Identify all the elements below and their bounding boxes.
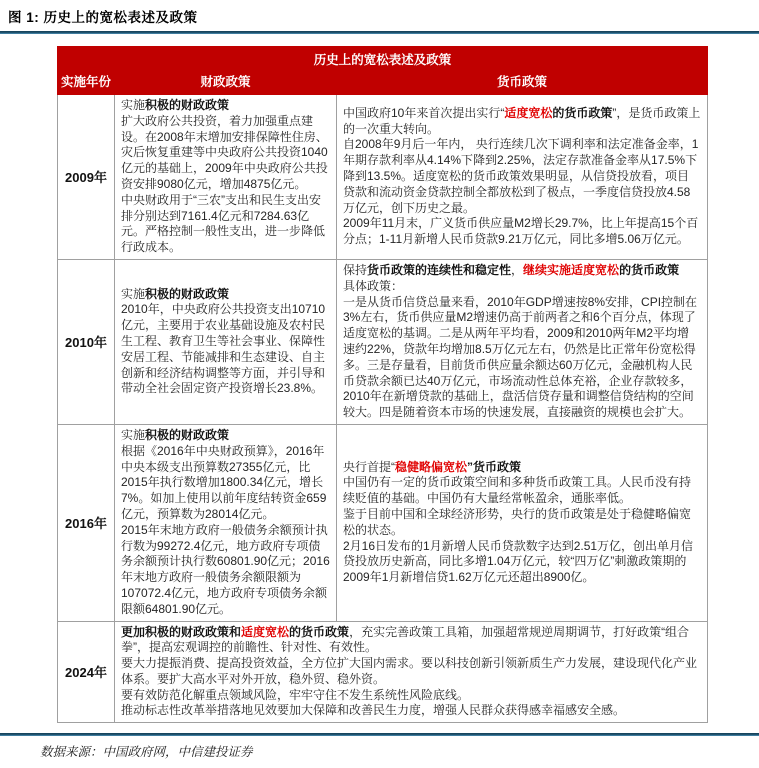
paragraph <box>343 106 701 138</box>
text-run: 中国政府10年来首次提出实行“ <box>343 105 505 120</box>
text-run: ，充实完善政策工具箱，加强超常规逆周期调节，打好政策“组合拳”，提高宏观调控的前瞻性、针对性、有效性。 <box>121 624 690 655</box>
banner-row <box>58 47 708 71</box>
text-run: 保持 <box>343 262 368 277</box>
highlighted-phrase: 继续实施适度宽松 <box>523 262 620 277</box>
text-run: 2010年，中央政府公共投资支出10710亿元，主要用于农业基础设施及农村民生工程、教育卫生等社会事业、保障性安居工程、节能减排和生态建设、自主创新和经济结构调整等方面，并引导和带动全社会固定资产投资增长23.8%。 <box>121 302 326 396</box>
paragraph <box>121 287 330 303</box>
paragraph <box>343 216 701 248</box>
fiscal-policy-cell-2016 <box>115 424 337 621</box>
text-run: 具体政策： <box>343 278 404 293</box>
table-banner: 历史上的宽松表述及政策 <box>58 47 708 71</box>
paragraph <box>121 688 701 704</box>
paragraph <box>121 302 330 397</box>
paragraph <box>343 295 701 421</box>
highlighted-phrase: 适度宽松 <box>504 105 553 120</box>
column-header-year: 实施年份 <box>58 71 115 95</box>
fiscal-policy-cell-2010 <box>115 259 337 424</box>
text-run: 要大力提振消费、提高投资效益，全方位扩大国内需求。要以科技创新引领新质生产力发展，建设现代化产业体系。要扩大高水平对外开放，稳外贸、稳外资。 <box>121 656 698 686</box>
paragraph <box>343 263 701 279</box>
policy-table <box>57 46 708 723</box>
text-run: ， <box>511 262 524 277</box>
text-run: 积极的财政政策 <box>145 427 230 442</box>
paragraph <box>121 703 701 719</box>
text-run: 实施 <box>121 427 146 442</box>
top-rule <box>0 31 759 34</box>
paragraph <box>343 460 701 476</box>
text-run: 要有效防范化解重点领域风险，牢牢守住不发生系统性风险底线。 <box>121 687 470 702</box>
text-run: 实施 <box>121 286 146 301</box>
paragraph <box>121 625 701 657</box>
paragraph <box>343 539 701 586</box>
table-row-2009 <box>58 95 708 260</box>
text-run: 一是从货币信贷总量来看，2010年GDP增速按8%安排，CPI控制在3%左右，货币供应量M2增速仍高于前两者之和6个百分点，体现了适度宽松的基调。二是从两年平均看，2009和2010两年M2平均增速约22%，贷款年均增加8.5万亿元左右，仍然是比正常年份宽松得多。三是存量看，目前货币供应量余额达60万亿元，金融机构人民币贷款余额已达40万亿元，市场流动性总体充裕，企业存款较多，2010年在新增贷款的基础上，盘活信贷存量和调整信贷结构的空间较大。四是随着资本市场的快速发展，直接融资的规模也会扩大。 <box>343 294 698 420</box>
text-run: 的货币政策 <box>552 105 613 120</box>
table-row-2016 <box>58 424 708 621</box>
paragraph <box>343 137 701 216</box>
paragraph <box>121 444 330 523</box>
paragraph <box>121 523 330 618</box>
column-header-row <box>58 71 708 95</box>
text-run: 积极的财政政策 <box>145 286 230 301</box>
year-cell-2010: 2010年 <box>58 259 115 424</box>
column-header-monetary: 货币政策 <box>337 71 708 95</box>
text-run: 积极的财政政策 <box>145 98 230 112</box>
text-run: 2015年末地方政府一般债务余额预计执行数为99272.4亿元，地方政府专项债务余额预计执行数60801.90亿元；2016年末地方政府一般债务余额限额为107072.4亿元，地方政府专项债务余额限额64801.90亿元。 <box>121 522 330 616</box>
monetary-policy-cell-2016 <box>337 424 708 621</box>
combined-policy-cell-2024 <box>115 621 708 723</box>
paragraph <box>121 193 330 256</box>
text-run: 实施 <box>121 98 146 112</box>
text-run: 和 <box>229 624 242 639</box>
text-run: 更加积极的财政政策 <box>121 624 230 639</box>
table-row-2024 <box>58 621 708 723</box>
text-run: 央行首提“ <box>343 459 395 474</box>
text-run: 货币政策的连续性和稳定性 <box>367 262 512 277</box>
text-run: 中国仍有一定的货币政策空间和多种货币政策工具。人民币没有持续贬值的基础。中国仍有大量经常帐盈余，通胀率低。 <box>343 475 692 506</box>
paragraph <box>121 98 330 114</box>
fiscal-policy-cell-2009 <box>115 95 337 260</box>
text-run: ”，是货币政策上的一次重大转向。 <box>343 105 701 136</box>
year-cell-2009: 2009年 <box>58 95 115 260</box>
paragraph <box>121 656 701 688</box>
paragraph <box>343 507 701 539</box>
paragraph <box>343 475 701 507</box>
text-run: 自2008年9月后一年内， 央行连续几次下调利率和法定准备金率，1年期存款利率从4.14%下降到2.25%，法定存款准备金率从17.5%下降到13.5%。适度宽松的货币政策效果明显，从信贷投放看，项目贷款和流动资金贷款控制全都放松到了极点，一季度信贷投放4.58万亿元，创下历史之最。 <box>343 137 699 215</box>
highlighted-phrase: 适度宽松 <box>241 624 290 639</box>
text-run: 的货币政策 <box>289 624 350 639</box>
paragraph <box>121 114 330 193</box>
monetary-policy-cell-2009 <box>337 95 708 260</box>
text-run: ”货币政策 <box>467 459 522 474</box>
year-cell-2016: 2016年 <box>58 424 115 621</box>
data-source: 数据来源：中国政府网，中信建投证券 <box>40 745 253 760</box>
text-run: 2009年11月末，广义货币供应量M2增长29.7%，比上年提高15个百分点；1-11月新增人民币贷款9.21万亿元，同比多增5.06万亿元。 <box>343 216 699 247</box>
paragraph <box>121 428 330 444</box>
text-run: 鉴于目前中国和全球经济形势，央行的货币政策是处于稳健略偏宽松的状态。 <box>343 506 692 537</box>
table-row-2010 <box>58 259 708 424</box>
text-run: 扩大政府公共投资，着力加强重点建设。在2008年末增加安排保障性住房、灾后恢复重建等中央政府公共投资1040亿元的基础上，2009年中央政府公共投资安排9080亿元，增加4875亿元。 <box>121 113 328 191</box>
text-run: 根据《2016年中央财政预算》，2016年中央本级支出预算数27355亿元，比2015年执行数增加1800.34亿元，增长7%。如加上使用以前年度结转资金659亿元，预算数为28014亿元。 <box>121 443 327 521</box>
text-run: 推动标志性改革举措落地见效要加大保障和改善民生力度，增强人民群众获得感幸福感安全感。 <box>121 703 626 718</box>
year-cell-2024: 2024年 <box>58 621 115 723</box>
monetary-policy-cell-2010 <box>337 259 708 424</box>
figure-title: 图 1: 历史上的宽松表述及政策 <box>8 10 198 25</box>
text-run: 的货币政策 <box>619 262 680 277</box>
text-run: 中央财政用于“三农”支出和民生支出安排分别达到7161.4亿元和7284.63亿元。严格控制一般性支出，进一步降低行政成本。 <box>121 192 326 255</box>
paragraph <box>343 279 701 295</box>
highlighted-phrase: 稳健略偏宽松 <box>395 459 468 474</box>
text-run: 2月16日发布的1月新增人民币贷款数字达到2.51万亿，创出单月信贷投放历史新高，同比多增1.04万亿元，较“四万亿”刺激政策期的2009年1月新增信贷1.62万亿元还超出8900亿。 <box>343 538 694 585</box>
column-header-fiscal: 财政政策 <box>115 71 337 95</box>
